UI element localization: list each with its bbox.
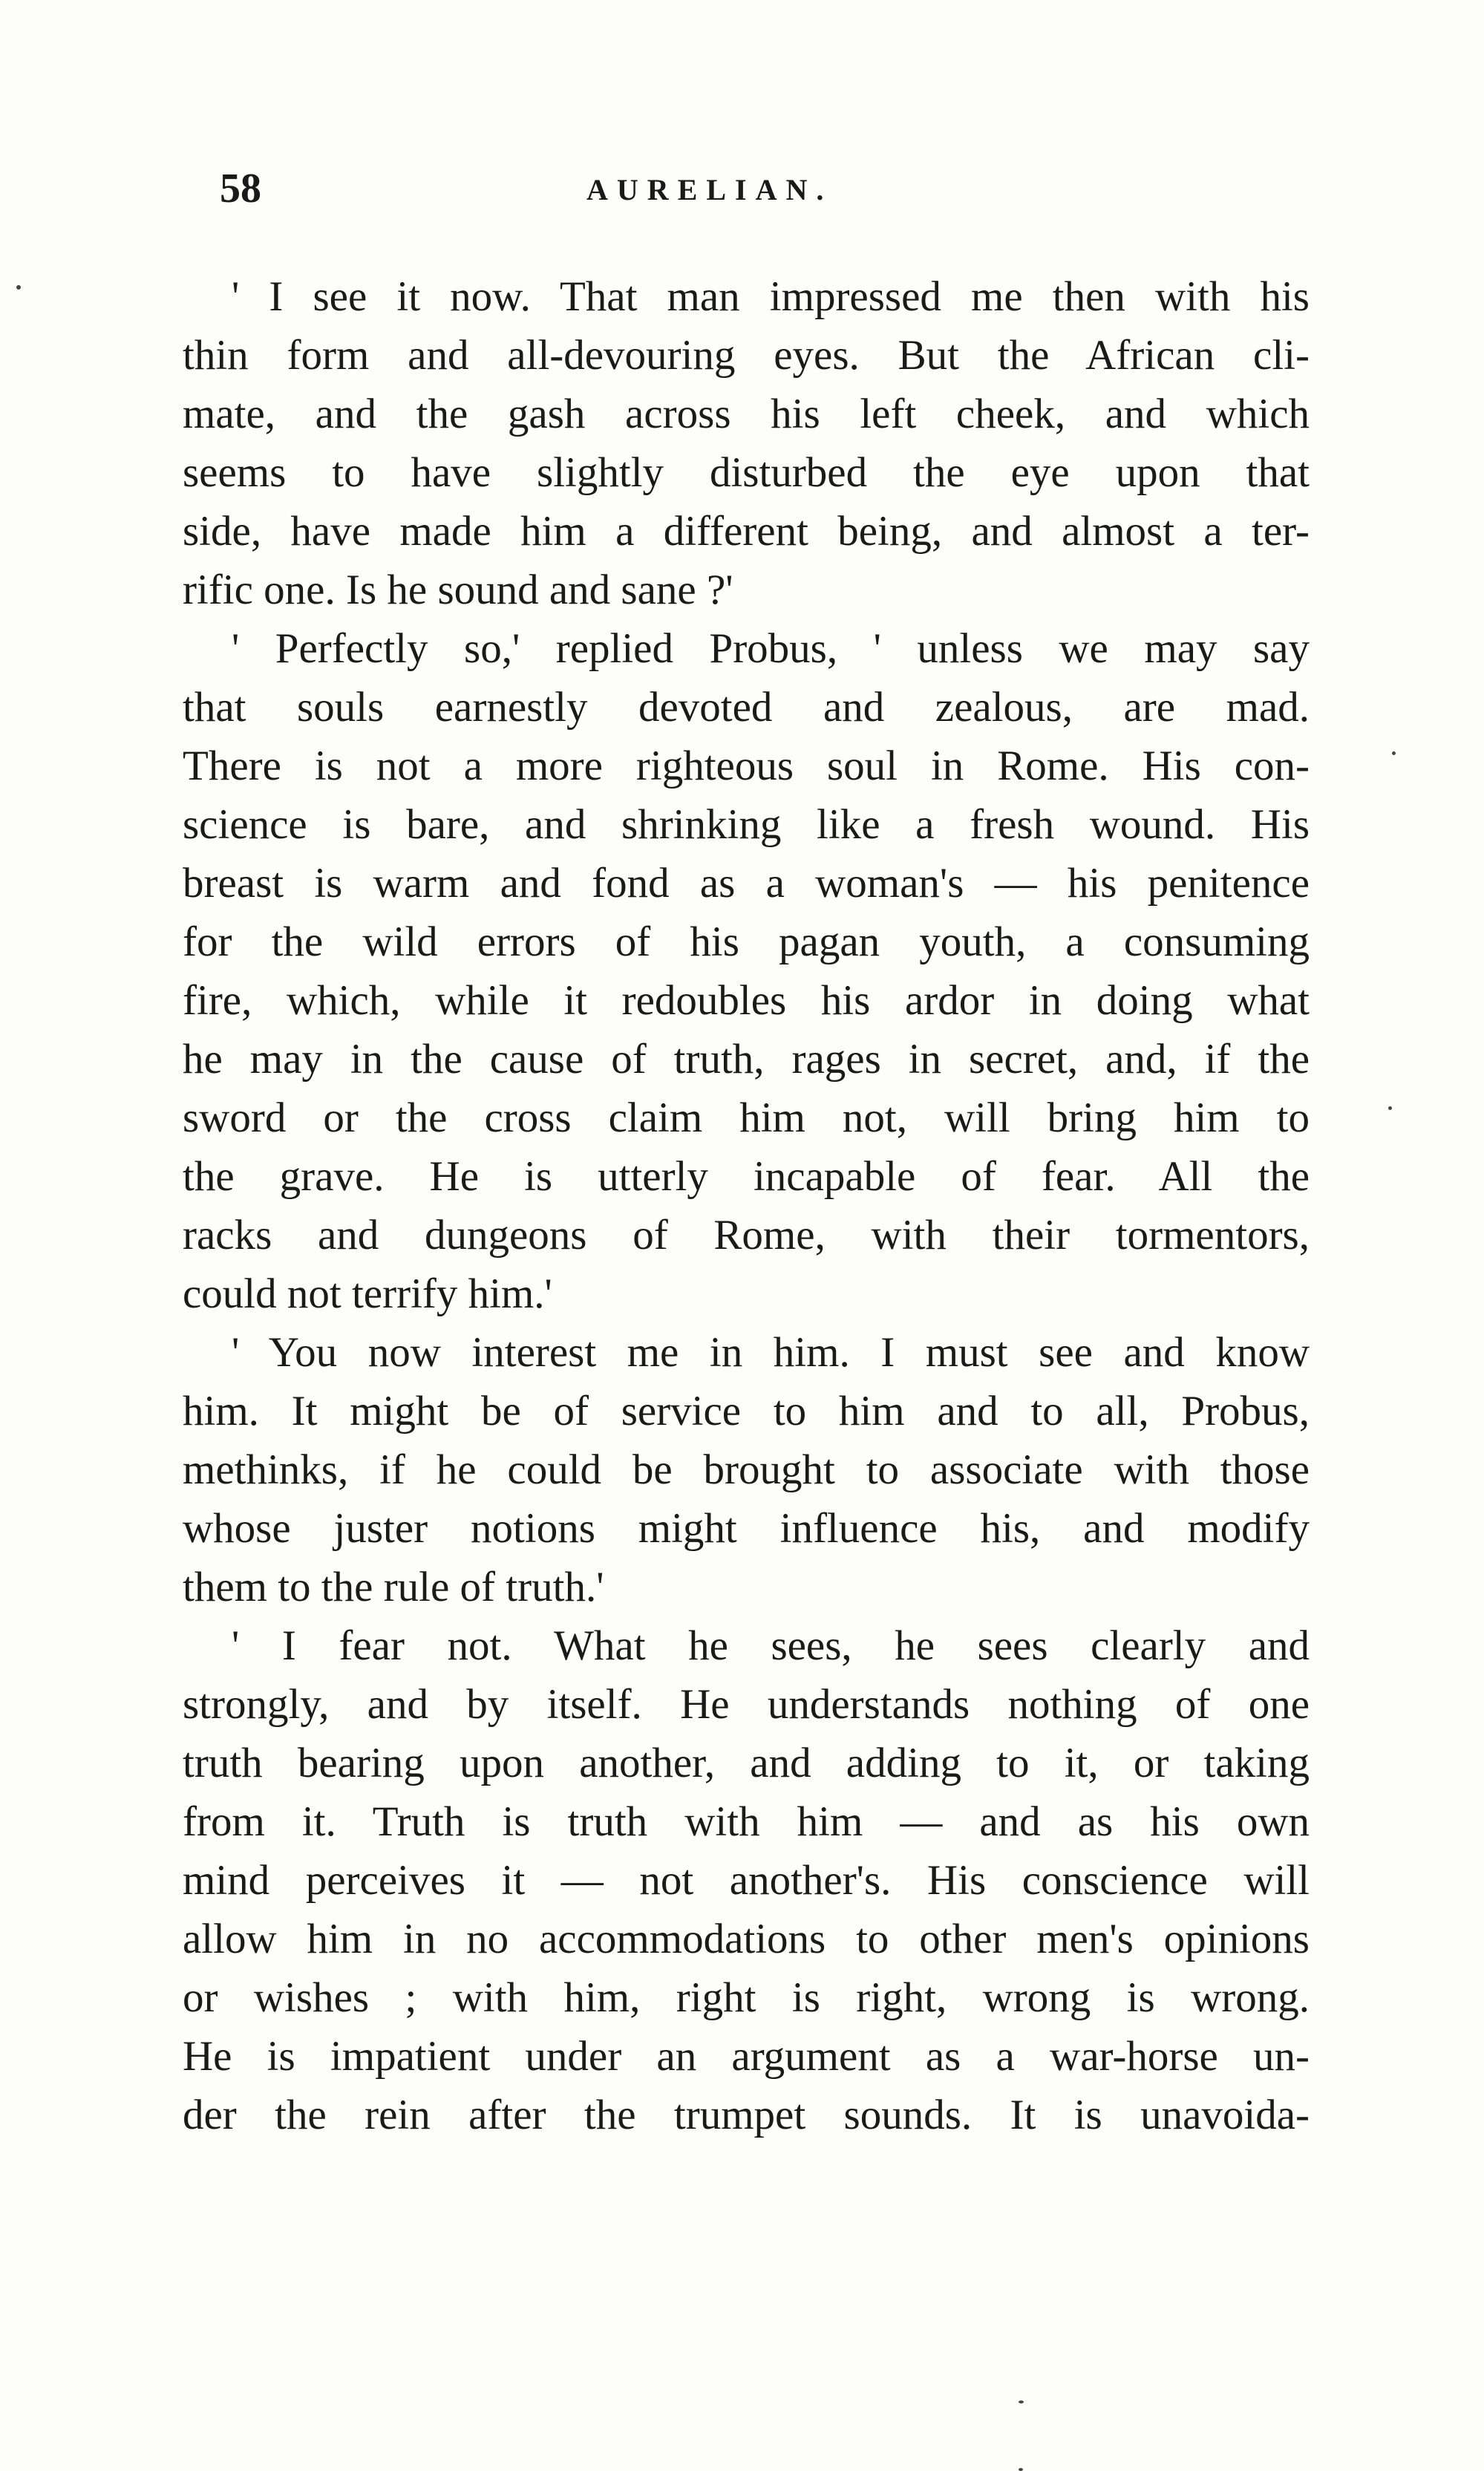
- text-line: mate, and the gash across his left cheek, and which: [183, 391, 1310, 437]
- text-line: that souls earnestly devoted and zealous, are mad.: [183, 684, 1310, 731]
- text-line: him. It might be of service to him and to all, Probus,: [183, 1388, 1310, 1434]
- text-line: ' You now interest me in him. I must see and know: [232, 1329, 1310, 1376]
- text-line: science is bare, and shrinking like a fresh wound. His: [183, 801, 1310, 848]
- text-line: He is impatient under an argument as a war-horse un-: [183, 2033, 1310, 2080]
- text-line: or wishes ; with him, right is right, wrong is wrong.: [183, 1974, 1310, 2021]
- text-line: whose juster notions might influence his, and modify: [183, 1505, 1310, 1552]
- text-line: strongly, and by itself. He understands nothing of one: [183, 1681, 1310, 1728]
- page-number: 58: [220, 166, 261, 212]
- text-line: allow him in no accommodations to other men's opinions: [183, 1916, 1310, 1962]
- scan-speck: [1392, 751, 1396, 755]
- text-line: racks and dungeons of Rome, with their tormentors,: [183, 1212, 1310, 1259]
- text-line: the grave. He is utterly incapable of fear. All the: [183, 1153, 1310, 1200]
- text-line: breast is warm and fond as a woman's — his penitence: [183, 860, 1310, 907]
- text-line: ' Perfectly so,' replied Probus, ' unless we may say: [232, 625, 1310, 672]
- text-line: rific one. Is he sound and sane ?': [183, 567, 733, 613]
- text-line: thin form and all-devouring eyes. But the African cli-: [183, 332, 1310, 379]
- text-line: There is not a more righteous soul in Rome. His con-: [183, 742, 1310, 789]
- text-line: seems to have slightly disturbed the eye upon that: [183, 449, 1310, 496]
- scan-speck: [1388, 1106, 1392, 1110]
- text-line: sword or the cross claim him not, will bring him to: [183, 1094, 1310, 1141]
- text-line: truth bearing upon another, and adding to it, or taking: [183, 1740, 1310, 1786]
- text-line: ' I see it now. That man impressed me then with his: [232, 273, 1310, 320]
- text-line: side, have made him a different being, and almost a ter-: [183, 508, 1310, 555]
- scan-speck: [1019, 2468, 1023, 2471]
- text-line: for the wild errors of his pagan youth, a consuming: [183, 918, 1310, 965]
- running-title: AURELIAN.: [586, 173, 833, 206]
- scan-speck: [16, 285, 21, 290]
- text-line: methinks, if he could be brought to associate with those: [183, 1446, 1310, 1493]
- text-line: from it. Truth is truth with him — and as his own: [183, 1798, 1310, 1845]
- text-line: could not terrify him.': [183, 1270, 552, 1317]
- text-line: mind perceives it — not another's. His conscience will: [183, 1857, 1310, 1904]
- text-line: he may in the cause of truth, rages in secret, and, if the: [183, 1036, 1310, 1083]
- scan-speck: [1019, 2400, 1024, 2403]
- text-line: der the rein after the trumpet sounds. It is unavoida-: [183, 2092, 1310, 2138]
- text-line: fire, which, while it redoubles his ardor in doing what: [183, 977, 1310, 1024]
- text-line: them to the rule of truth.': [183, 1564, 604, 1610]
- text-line: ' I fear not. What he sees, he sees clearly and: [232, 1622, 1310, 1669]
